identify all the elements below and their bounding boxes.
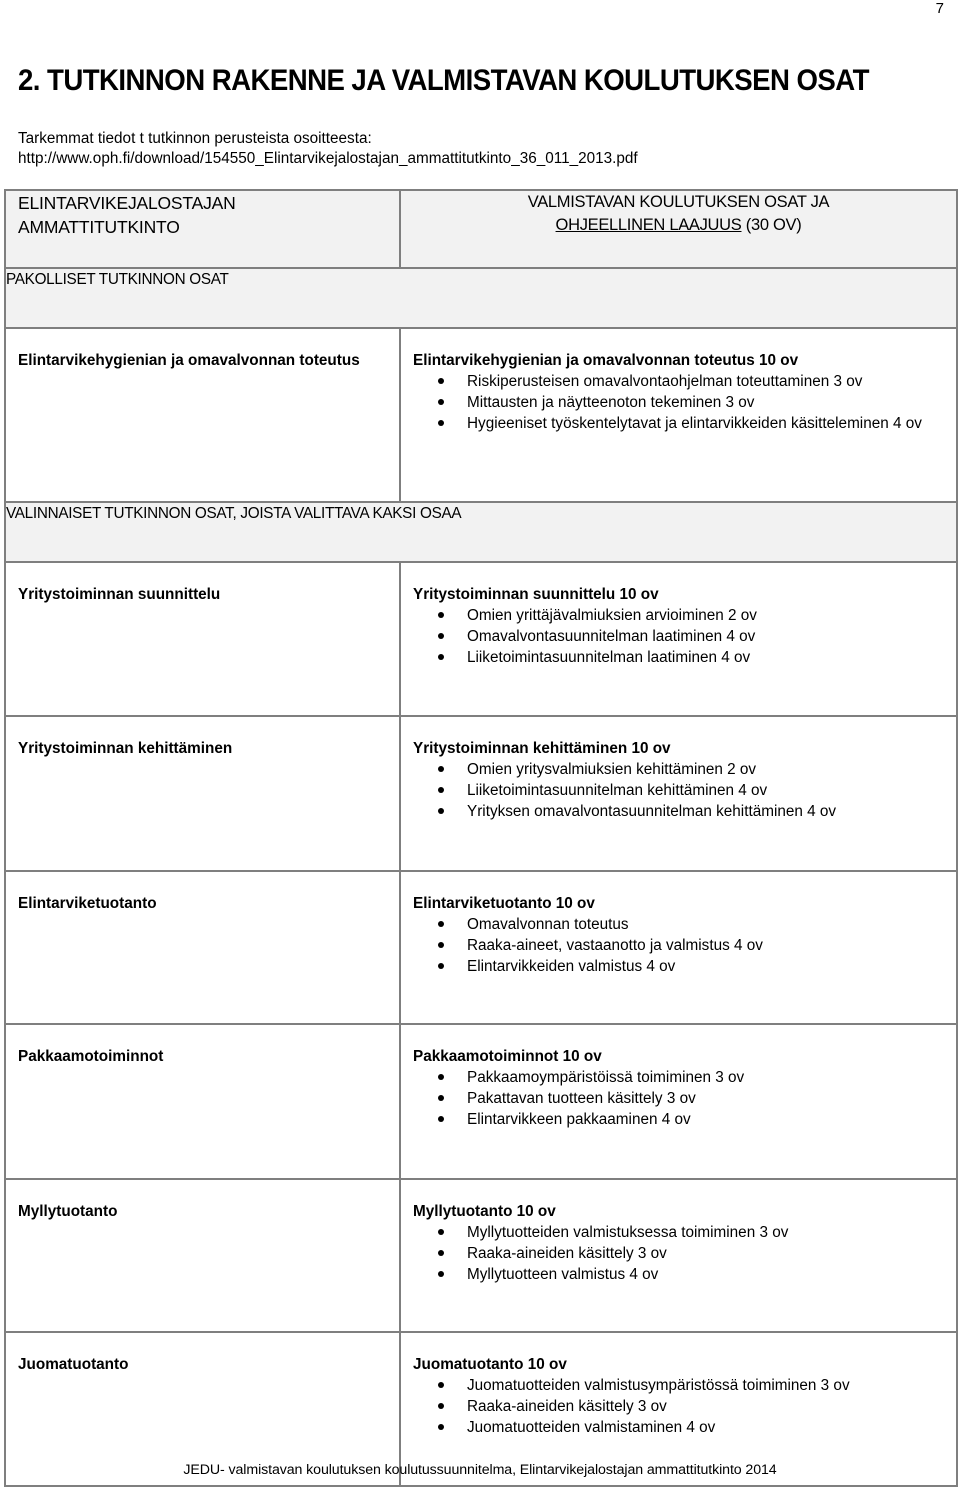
- training-part-title: Pakkaamotoiminnot 10 ov: [413, 1048, 602, 1065]
- list-item: [413, 605, 944, 626]
- list-item: [413, 1088, 944, 1109]
- bullet-icon: [438, 766, 444, 772]
- page-number: 7: [935, 0, 944, 17]
- bullet-icon: [438, 612, 444, 618]
- table-row: [5, 1024, 957, 1179]
- header-suffix: (30 OV): [741, 216, 802, 234]
- training-part-title: Myllytuotanto 10 ov: [413, 1203, 556, 1220]
- training-part-title: Yritystoiminnan suunnittelu 10 ov: [413, 586, 659, 603]
- module-item-text: Omavalvontasuunnitelman laatiminen 4 ov: [467, 628, 756, 645]
- module-item-text: Omien yrittäjävalmiuksien arvioiminen 2 ov: [467, 607, 757, 624]
- list-item: [413, 1222, 944, 1243]
- module-list: [413, 1222, 944, 1285]
- bullet-icon: [438, 633, 444, 639]
- qualification-part-name: Juomatuotanto: [5, 1332, 400, 1486]
- module-item-text: Liiketoimintasuunnitelman laatiminen 4 ov: [467, 649, 751, 666]
- bullet-icon: [438, 1095, 444, 1101]
- module-item-text: Juomatuotteiden valmistaminen 4 ov: [467, 1419, 716, 1436]
- header-underlined-text: OHJEELLINEN LAAJUUS: [555, 216, 742, 234]
- list-item: [413, 413, 944, 434]
- list-item: [413, 956, 944, 977]
- training-part-title: Yritystoiminnan kehittäminen 10 ov: [413, 740, 671, 757]
- list-item: [413, 1396, 944, 1417]
- page-title: 2. TUTKINNON RAKENNE JA VALMISTAVAN KOULUTUKSEN OSAT: [18, 64, 869, 97]
- table-row: [5, 871, 957, 1024]
- module-item-text: Omavalvonnan toteutus: [467, 916, 629, 933]
- list-item: [413, 935, 944, 956]
- list-item: [413, 647, 944, 668]
- training-part-title: Elintarvikehygienian ja omavalvonnan toteutus 10 ov: [413, 352, 799, 369]
- bullet-icon: [438, 963, 444, 969]
- bullet-icon: [438, 654, 444, 660]
- section-row-optional: [5, 502, 957, 562]
- list-item: [413, 914, 944, 935]
- list-item: [413, 1375, 944, 1396]
- table-row: [5, 562, 957, 716]
- table-header-row: [5, 190, 957, 268]
- module-item-text: Raaka-aineiden käsittely 3 ov: [467, 1245, 667, 1262]
- module-list: [413, 914, 944, 977]
- bullet-icon: [438, 378, 444, 384]
- list-item: [413, 801, 944, 822]
- module-list: [413, 1067, 944, 1130]
- qualification-part-name: Yritystoiminnan kehittäminen: [5, 716, 400, 871]
- qualification-part-name: Elintarviketuotanto: [5, 871, 400, 1024]
- bullet-icon: [438, 808, 444, 814]
- list-item: [413, 392, 944, 413]
- bullet-icon: [438, 921, 444, 927]
- module-item-text: Elintarvikkeiden valmistus 4 ov: [467, 958, 676, 975]
- module-item-text: Myllytuotteiden valmistuksessa toimiminen 3 ov: [467, 1224, 789, 1241]
- bullet-icon: [438, 1382, 444, 1388]
- qualification-part-name: Myllytuotanto: [5, 1179, 400, 1332]
- bullet-icon: [438, 1074, 444, 1080]
- section-title-mandatory: PAKOLLISET TUTKINNON OSAT: [5, 268, 957, 328]
- intro-text: [18, 129, 638, 169]
- module-item-text: Mittausten ja näytteenoton tekeminen 3 ov: [467, 394, 755, 411]
- bullet-icon: [438, 1424, 444, 1430]
- module-list: [413, 371, 944, 434]
- qualification-part-name: Yritystoiminnan suunnittelu: [5, 562, 400, 716]
- training-part-details: [400, 1024, 957, 1179]
- page-footer: JEDU- valmistavan koulutuksen koulutussuunnitelma, Elintarvikejalostajan ammattitutkinto 2014: [183, 1462, 777, 1478]
- list-item: [413, 759, 944, 780]
- list-item: [413, 371, 944, 392]
- training-part-details: [400, 871, 957, 1024]
- header-left-line-2: AMMATTITUTKINTO: [18, 217, 180, 237]
- list-item: [413, 626, 944, 647]
- bullet-icon: [438, 787, 444, 793]
- list-item: [413, 1264, 944, 1285]
- training-part-details: [400, 328, 957, 502]
- module-list: [413, 759, 944, 822]
- header-right-line-1: VALMISTAVAN KOULUTUKSEN OSAT JA: [527, 193, 830, 211]
- list-item: [413, 1417, 944, 1438]
- module-item-text: Pakattavan tuotteen käsittely 3 ov: [467, 1090, 696, 1107]
- bullet-icon: [438, 942, 444, 948]
- bullet-icon: [438, 1271, 444, 1277]
- bullet-icon: [438, 1116, 444, 1122]
- module-item-text: Liiketoimintasuunnitelman kehittäminen 4 ov: [467, 782, 768, 799]
- list-item: [413, 1243, 944, 1264]
- training-part-details: [400, 1179, 957, 1332]
- header-training-parts: [400, 190, 957, 268]
- module-item-text: Omien yritysvalmiuksien kehittäminen 2 ov: [467, 761, 757, 778]
- training-part-title: Juomatuotanto 10 ov: [413, 1356, 567, 1373]
- bullet-icon: [438, 420, 444, 426]
- module-list: [413, 1375, 944, 1438]
- table-row: [5, 328, 957, 502]
- list-item: [413, 1109, 944, 1130]
- module-item-text: Elintarvikkeen pakkaaminen 4 ov: [467, 1111, 691, 1128]
- bullet-icon: [438, 1403, 444, 1409]
- module-item-text: Pakkaamoympäristöissä toimiminen 3 ov: [467, 1069, 745, 1086]
- header-qualification: [5, 190, 400, 268]
- module-item-text: Riskiperusteisen omavalvontaohjelman toteuttaminen 3 ov: [467, 373, 863, 390]
- table-row: [5, 716, 957, 871]
- header-right-line-2: [401, 214, 956, 237]
- list-item: [413, 780, 944, 801]
- bullet-icon: [438, 1250, 444, 1256]
- module-item-text: Raaka-aineet, vastaanotto ja valmistus 4 ov: [467, 937, 763, 954]
- source-link[interactable]: http://www.oph.fi/download/154550_Elintarvikejalostajan_ammattitutkinto_36_011_2013.pdf: [18, 150, 638, 167]
- table-row: [5, 1179, 957, 1332]
- module-item-text: Yrityksen omavalvontasuunnitelman kehittäminen 4 ov: [467, 803, 837, 820]
- qualification-part-name: Pakkaamotoiminnot: [5, 1024, 400, 1179]
- list-item: [413, 1067, 944, 1088]
- training-part-details: [400, 716, 957, 871]
- module-item-text: Myllytuotteen valmistus 4 ov: [467, 1266, 659, 1283]
- bullet-icon: [438, 1229, 444, 1235]
- module-list: [413, 605, 944, 668]
- header-left-line-1: ELINTARVIKEJALOSTAJAN: [18, 193, 236, 213]
- bullet-icon: [438, 399, 444, 405]
- section-row-mandatory: [5, 268, 957, 328]
- module-item-text: Raaka-aineiden käsittely 3 ov: [467, 1398, 667, 1415]
- qualification-part-name: Elintarvikehygienian ja omavalvonnan toteutus: [5, 328, 400, 502]
- section-title-optional: VALINNAISET TUTKINNON OSAT, JOISTA VALITTAVA KAKSI OSAA: [5, 502, 957, 562]
- intro-line: Tarkemmat tiedot t tutkinnon perusteista osoitteesta:: [18, 130, 372, 147]
- module-item-text: Juomatuotteiden valmistusympäristössä toimiminen 3 ov: [467, 1377, 850, 1394]
- training-part-title: Elintarviketuotanto 10 ov: [413, 895, 595, 912]
- training-part-details: [400, 562, 957, 716]
- module-item-text: Hygieeniset työskentelytavat ja elintarvikkeiden käsitteleminen 4 ov: [467, 415, 922, 432]
- qualification-structure-table: [4, 189, 958, 1487]
